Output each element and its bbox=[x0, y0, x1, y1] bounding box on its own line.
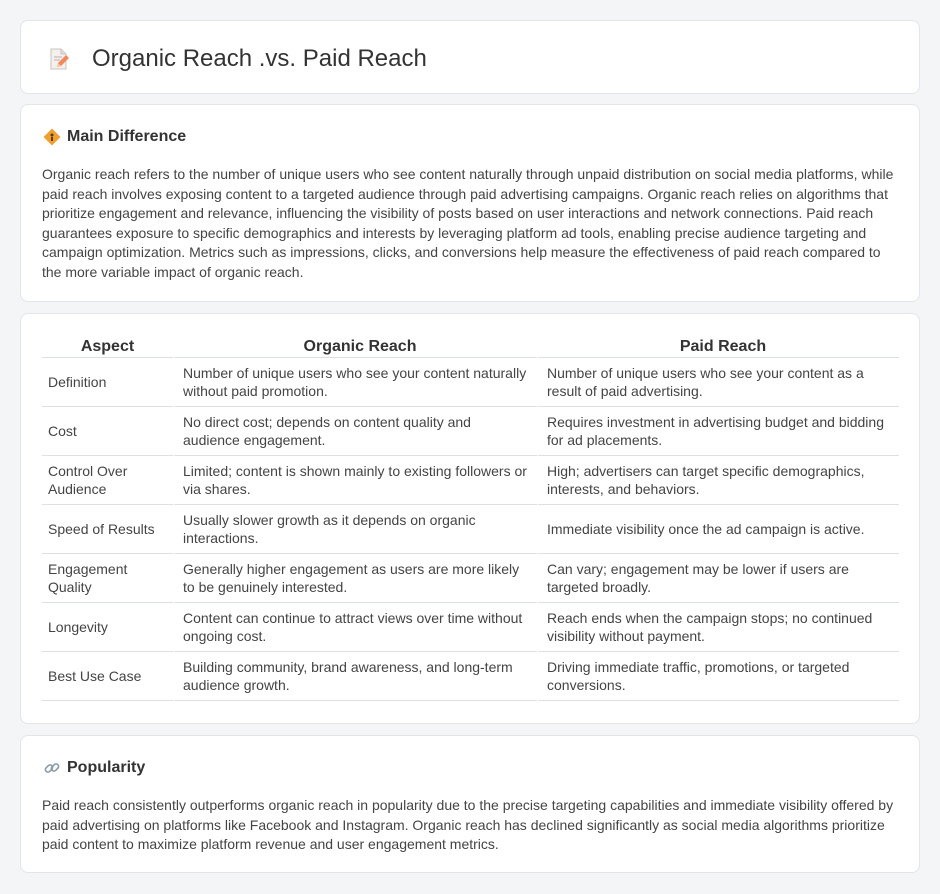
organic-cell: Number of unique users who see your content naturally without paid promotion. bbox=[173, 358, 537, 407]
paid-cell: Reach ends when the campaign stops; no continued visibility without payment. bbox=[537, 603, 899, 652]
paid-cell: Requires investment in advertising budget and bidding for ad placements. bbox=[537, 407, 899, 456]
aspect-cell: Longevity bbox=[42, 603, 173, 652]
main-difference-label: Main Difference bbox=[67, 128, 187, 145]
aspect-cell: Cost bbox=[42, 407, 173, 456]
paid-cell: High; advertisers can target specific demographics, interests, and behaviors. bbox=[537, 456, 899, 505]
table-row bbox=[42, 652, 899, 701]
organic-cell: Generally higher engagement as users are more likely to be genuinely interested. bbox=[173, 554, 537, 603]
aspect-cell: Definition bbox=[42, 358, 173, 407]
aspect-cell: Control Over Audience bbox=[42, 456, 173, 505]
organic-cell: No direct cost; depends on content quality and audience engagement. bbox=[173, 407, 537, 456]
paid-cell: Can vary; engagement may be lower if users are targeted broadly. bbox=[537, 554, 899, 603]
aspect-cell: Speed of Results bbox=[42, 505, 173, 554]
header-organic: Organic Reach bbox=[173, 336, 537, 358]
header-aspect: Aspect bbox=[42, 336, 173, 358]
page-title: Organic Reach .vs. Paid Reach bbox=[92, 45, 427, 72]
aspect-cell: Engagement Quality bbox=[42, 554, 173, 603]
popularity-label: Popularity bbox=[67, 759, 146, 776]
organic-cell: Usually slower growth as it depends on organic interactions. bbox=[173, 505, 537, 554]
comparison-card bbox=[20, 313, 920, 724]
title-card bbox=[20, 20, 920, 94]
table-row bbox=[42, 358, 899, 407]
comparison-table bbox=[42, 336, 899, 701]
table-row bbox=[42, 505, 899, 554]
link-icon bbox=[43, 759, 61, 777]
popularity-text: Paid reach consistently outperforms organic reach in popularity due to the precise targeting capabilities and immediate visibility offered by paid advertising on platforms like Facebook and Instagram. Organic reach has declined significantly as social media algorithms prioritize paid content to maximize platform revenue and user engagement metrics. bbox=[42, 797, 894, 852]
organic-cell: Limited; content is shown mainly to existing followers or via shares. bbox=[173, 456, 537, 505]
main-difference-text: Organic reach refers to the number of unique users who see content naturally through unpaid distribution on social media platforms, while paid reach involves exposing content to a targeted audience through paid advertising campaigns. Organic reach relies on algorithms that prioritize engagement and relevance, influencing the visibility of posts based on user interactions and network connections. Paid reach guarantees exposure to specific demographics and interests by leveraging platform ad tools, enabling precise audience targeting and campaign optimization. Metrics such as impressions, clicks, and conversions help measure the effectiveness of paid reach compared to the more variable impact of organic reach. bbox=[42, 166, 894, 280]
paid-cell: Number of unique users who see your content as a result of paid advertising. bbox=[537, 358, 899, 407]
table-row bbox=[42, 554, 899, 603]
table-row bbox=[42, 407, 899, 456]
table-header-row bbox=[42, 336, 899, 358]
organic-cell: Content can continue to attract views over time without ongoing cost. bbox=[173, 603, 537, 652]
header-paid: Paid Reach bbox=[537, 336, 899, 358]
document-pencil-icon bbox=[47, 47, 71, 71]
table-row bbox=[42, 603, 899, 652]
popularity-card bbox=[20, 735, 920, 873]
aspect-cell: Best Use Case bbox=[42, 652, 173, 701]
main-difference-card bbox=[20, 104, 920, 302]
table-row bbox=[42, 456, 899, 505]
organic-cell: Building community, brand awareness, and long-term audience growth. bbox=[173, 652, 537, 701]
main-difference-heading bbox=[43, 127, 186, 147]
diamond-sign-icon bbox=[43, 128, 61, 146]
paid-cell: Immediate visibility once the ad campaign is active. bbox=[537, 505, 899, 554]
popularity-heading bbox=[43, 758, 145, 778]
paid-cell: Driving immediate traffic, promotions, or targeted conversions. bbox=[537, 652, 899, 701]
